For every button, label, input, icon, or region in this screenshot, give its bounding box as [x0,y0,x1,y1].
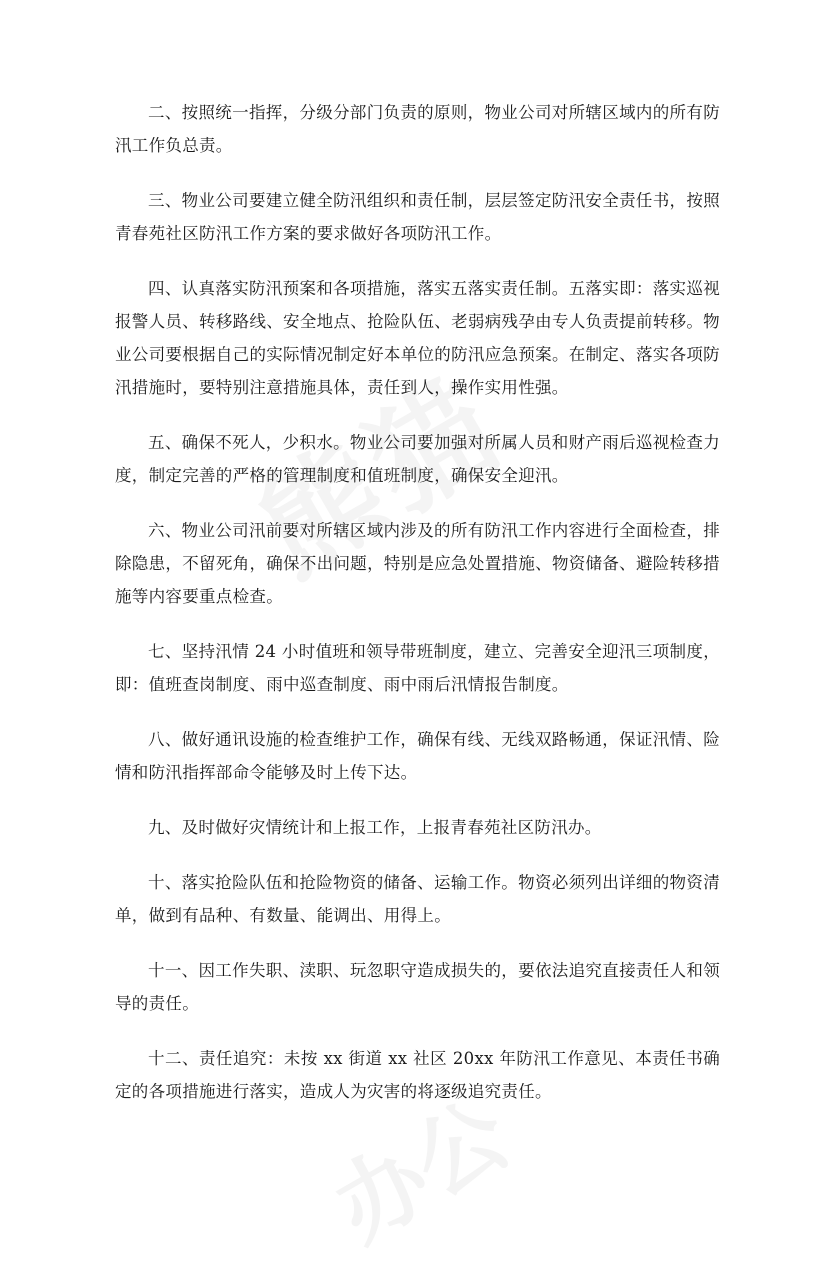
paragraph-4: 四、认真落实防汛预案和各项措施，落实五落实责任制。五落实即：落实巡视报警人员、转移路线、安全地点、抢险队伍、老弱病残孕由专人负责提前转移。物业公司要根据自己的实际情况制定好本单位的防汛应急预案。在制定、落实各项防汛措施时，要特别注意措施具体，责任到人，操作实用性强。 [115,279,720,397]
document-body [115,96,720,1130]
paragraph-10: 十、落实抢险队伍和抢险物资的储备、运输工作。物资必须列出详细的物资清单，做到有品种、有数量、能调出、用得上。 [115,873,720,925]
paragraph-2: 二、按照统一指挥，分级分部门负责的原则，物业公司对所辖区域内的所有防汛工作负总责。 [115,103,720,155]
paragraph-5: 五、确保不死人，少积水。物业公司要加强对所属人员和财产雨后巡视检查力度，制定完善的严格的管理制度和值班制度，确保安全迎汛。 [115,433,720,485]
paragraph-11: 十一、因工作失职、渎职、玩忽职守造成损失的，要依法追究直接责任人和领导的责任。 [115,961,720,1013]
paragraph-3: 三、物业公司要建立健全防汛组织和责任制，层层签定防汛安全责任书，按照青春苑社区防汛工作方案的要求做好各项防汛工作。 [115,191,720,243]
paragraph-8: 八、做好通讯设施的检查维护工作，确保有线、无线双路畅通，保证汛情、险情和防汛指挥部命令能够及时上传下达。 [115,730,720,782]
paragraph-12: 十二、责任追究：未按 xx 街道 xx 社区 20xx 年防汛工作意见、本责任书确定的各项措施进行落实，造成人为灾害的将逐级追究责任。 [115,1049,720,1101]
paragraph-9: 九、及时做好灾情统计和上报工作，上报青春苑社区防汛办。 [148,818,602,837]
paragraph-6: 六、物业公司汛前要对所辖区域内涉及的所有防汛工作内容进行全面检查，排除隐患，不留死角，确保不出问题，特别是应急处置措施、物资储备、避险转移措施等内容要重点检查。 [115,521,720,606]
paragraph-7: 七、坚持汛情 24 小时值班和领导带班制度，建立、完善安全迎汛三项制度，即：值班查岗制度、雨中巡查制度、雨中雨后汛情报告制度。 [115,642,720,694]
